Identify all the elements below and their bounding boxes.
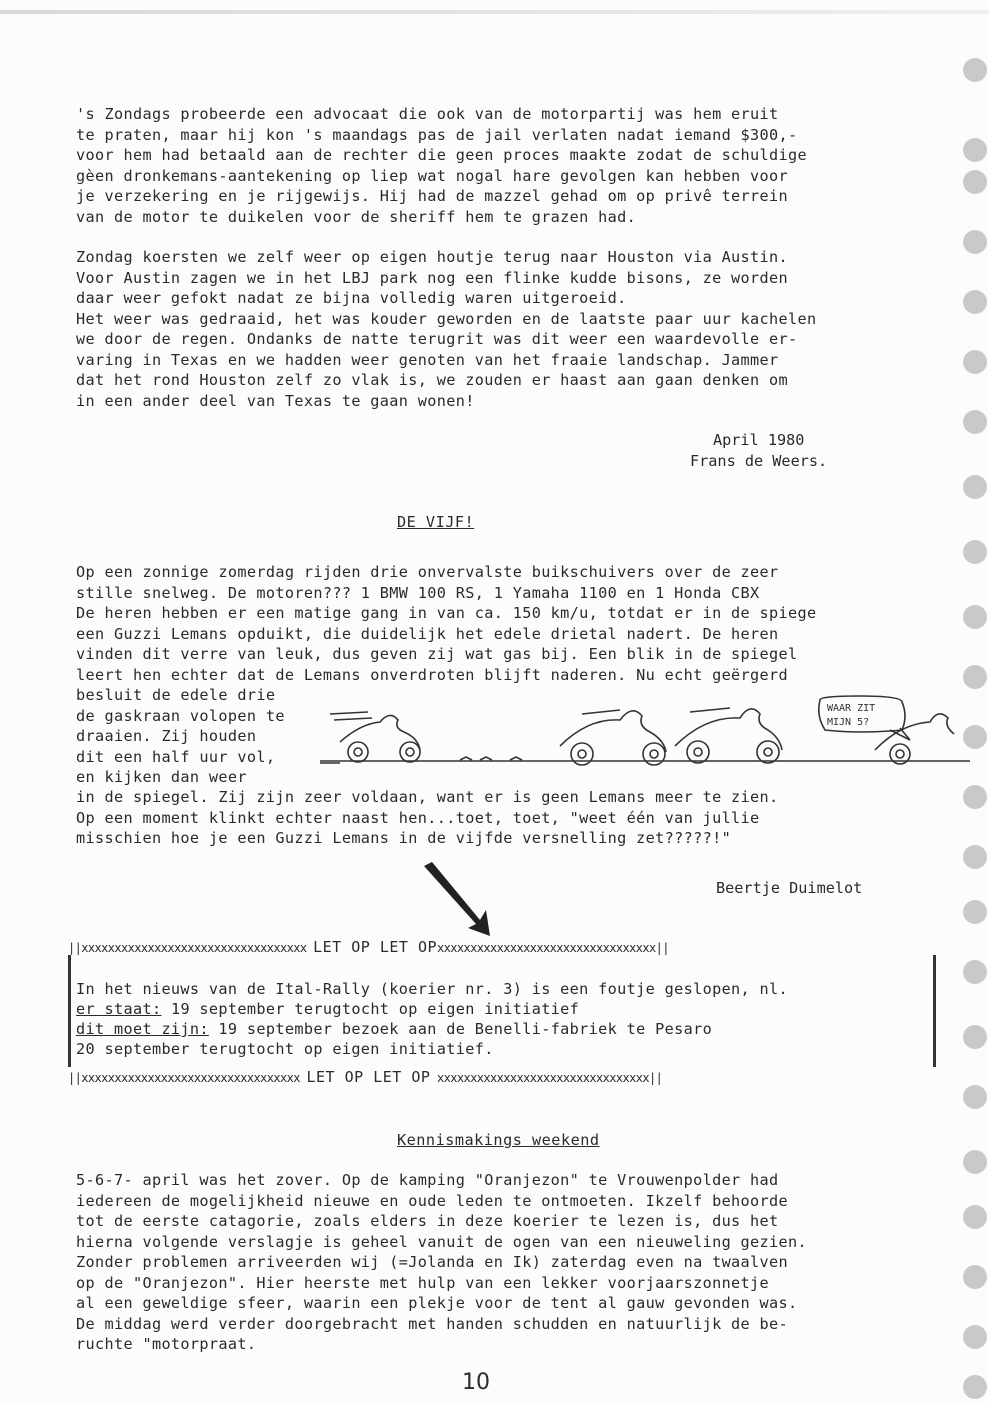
notice-label-is: er staat: — [76, 1000, 162, 1018]
page-number: 10 — [462, 1370, 490, 1395]
notice-footer-row: ||xxxxxxxxxxxxxxxxxxxxxxxxxxxxxxxxx LET OP LET OP xxxxxxxxxxxxxxxxxxxxxxxxxxxxxxxx|| — [68, 1068, 663, 1086]
binder-hole — [963, 1325, 987, 1349]
notice-header: LET OP LET OP — [313, 938, 438, 956]
binder-hole — [963, 1150, 987, 1174]
signature-author: Frans de Weers. — [690, 452, 828, 470]
story-title: DE VIJF! — [397, 513, 475, 531]
binder-hole — [963, 1025, 987, 1049]
binder-hole — [963, 170, 987, 194]
section2-title: Kennismakings weekend — [397, 1131, 600, 1149]
story-body-top: Op een zonnige zomerdag rijden drie onvervalste buikschuivers over de zeer stille snelweg. De motoren??? 1 BMW 100 RS, 1 Yamaha 1100 en 1 Honda CBX De heren hebben er een matige gang in van ca. 150 km/u, totdat er in de spiege een Guzzi Lemans opduikt, die duidelijk het edele drietal nadert. De heren vinden dit verre van leuk, dus geven zij wat gas bij. Een blik in de spiegel leert hen echter dat de Lemans onverdroten blijft naderen. Nu echt geërgerd besluit de edele drie de gaskraan volopen te draaien. Zij houden dit een half uur vol, en kijken dan weer — [76, 563, 817, 786]
story-author: Beertje Duimelot — [716, 879, 863, 897]
binder-hole — [963, 138, 987, 162]
binder-hole — [963, 845, 987, 869]
binder-hole — [963, 58, 987, 82]
binder-hole — [963, 1205, 987, 1229]
notice-box — [68, 937, 936, 1087]
notice-text-should: 19 september bezoek aan de Benelli-fabriek te Pesaro — [208, 1020, 713, 1038]
notice-line1: In het nieuws van de Ital-Rally (koerier nr. 3) is een foutje geslopen, nl. — [76, 980, 789, 998]
binder-hole — [963, 1375, 987, 1399]
binder-hole — [963, 410, 987, 434]
notice-left-border — [68, 955, 71, 1067]
speech-bubble-line2: MIJN 5? — [827, 717, 870, 728]
paragraph-arrest: 's Zondags probeerde een advocaat die ook van de motorpartij was hem eruit te praten, maar hij kon 's maandags pas de jail verlaten nadat iemand $300,- voor hem had betaald aan de rechter die geen proces maakte zodat de schuldige gèen dronkemans-aantekening op liep wat nogal hare gevolgen kan hebben voor je verzekering en je rijgewijs. Hij had de mazzel gehad om op privê terrein van de motor te duikelen voor de sheriff hem te grazen had. — [76, 105, 808, 226]
binder-hole — [963, 540, 987, 564]
notice-line2 — [76, 999, 579, 1020]
notice-label-should: dit moet zijn: — [76, 1020, 209, 1038]
notice-text-is: 19 september terugtocht op eigen initiatief — [161, 1000, 580, 1018]
binder-hole — [963, 785, 987, 809]
binder-hole — [963, 1085, 987, 1109]
paragraph-return-houston: Zondag koersten we zelf weer op eigen houtje terug naar Houston via Austin. Voor Austin zagen we in het LBJ park nog een flinke kudde bisons, ze worden daar weer gefokt nadat ze bijna volledig waren uitgeroeid. Het weer was gedraaid, het was kouder geworden en de laatste paar uur kachelen we door de regen. Ondanks de natte terugrit was dit weer een waardevolle er- varing in Texas en we hadden weer genoten van het fraaie landschap. Jammer dat het rond Houston zelf zo vlak is, we zouden er haast aan gaan denken om in een ander deel van Texas te gaan wonen! — [76, 248, 817, 410]
arrow-down-icon — [420, 862, 500, 942]
motorcycle-cartoon-icon — [320, 694, 970, 784]
speech-bubble-line1: WAAR ZIT — [827, 703, 876, 714]
story-body-bottom: in de spiegel. Zij zijn zeer voldaan, want er is geen Lemans meer te zien. Op een moment klinkt echter naast hen...toet, toet, "weet één van jullie misschien hoe je een Guzzi Lemans in de vijfde versnelling zet?????!" — [76, 788, 779, 847]
binder-hole — [963, 230, 987, 254]
binder-hole — [963, 960, 987, 984]
binder-hole — [963, 290, 987, 314]
notice-line4: 20 september terugtocht op eigen initiatief. — [76, 1040, 494, 1058]
notice-line3 — [76, 1019, 712, 1040]
notice-right-border — [933, 955, 936, 1067]
binder-hole — [963, 475, 987, 499]
notice-header-row: ||xxxxxxxxxxxxxxxxxxxxxxxxxxxxxxxxxx LET OP LET OPxxxxxxxxxxxxxxxxxxxxxxxxxxxxxxxxx|| — [68, 938, 669, 956]
binder-hole — [963, 605, 987, 629]
page-top-edge — [0, 10, 989, 14]
binder-hole — [963, 900, 987, 924]
section2-body: 5-6-7- april was het zover. Op de kamping "Oranjezon" te Vrouwenpolder had iedereen de mogelijkheid nieuwe en oude leden te ontmoeten. Ikzelf behoorde tot de eerste catagorie, zoals elders in deze koerier te lezen is, dus het hierna volgende verslagje is geheel vanuit de ogen van een nieuweling gezien. Zonder problemen arriveerden wij (=Jolanda en Ik) zaterdag even na twaalven op de "Oranjezon". Hier heerste met hulp van een lekker voorjaarszonnetje al een geweldige sfeer, waarin een plekje voor de tent al gauw gevonden was. De middag werd verder doorgebracht met handen schudden en natuurlijk de be- ruchte "motorpraat. — [76, 1171, 808, 1353]
signature-date: April 1980 — [713, 431, 805, 449]
binder-hole — [963, 350, 987, 374]
binder-hole — [963, 665, 987, 689]
binder-hole — [963, 1265, 987, 1289]
notice-footer: LET OP LET OP — [306, 1068, 431, 1086]
